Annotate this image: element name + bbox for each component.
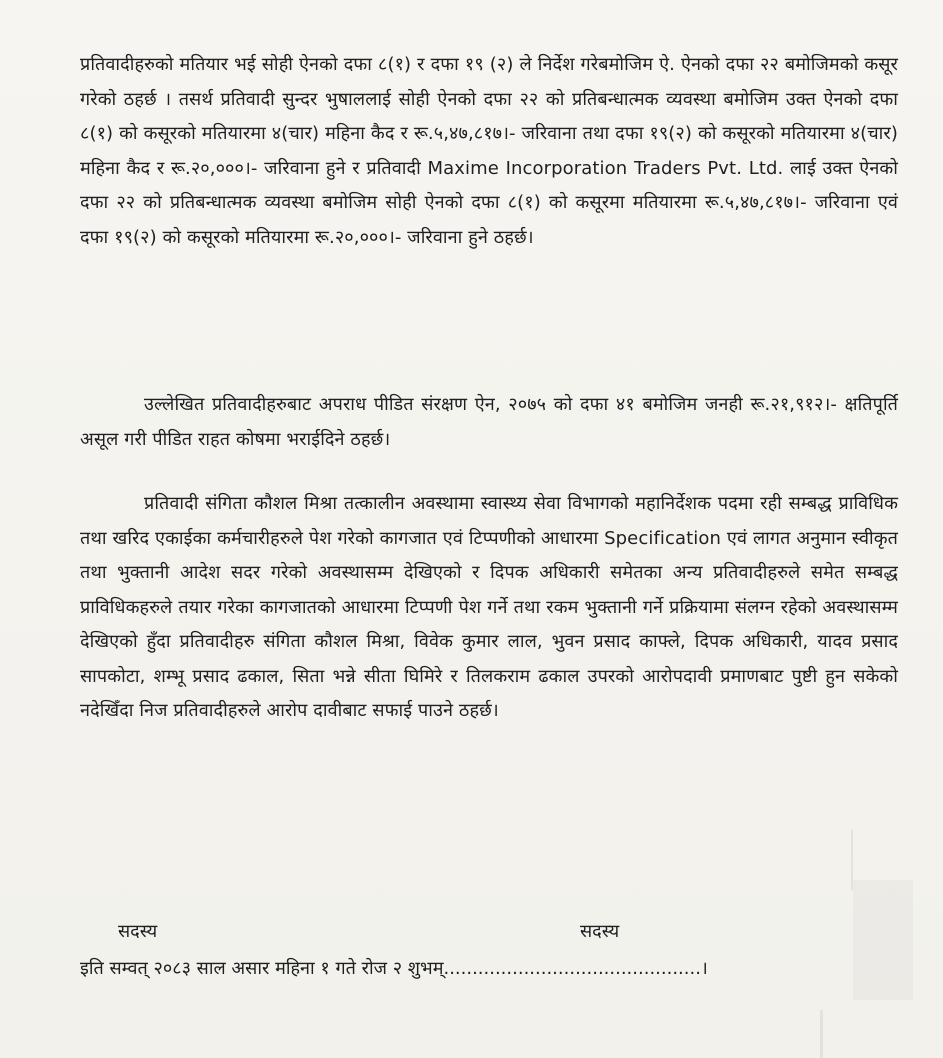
scan-artifact xyxy=(853,880,913,1000)
member-signature-right: सदस्य xyxy=(580,921,620,942)
scan-artifact xyxy=(820,1010,823,1058)
paragraph-verdict-sundar-bhushal: प्रतिवादीहरुको मतियार भई सोही ऐनको दफा ८(१) र दफा १९ (२) ले निर्देश गरेबमोजिम ऐ. ऐनको दफा २२ बमोजिमको कसूर गरेको ठहर्छ । तसर्थ प्रतिवादी सुन्दर भुषाललाई सोही ऐनको दफा २२ को प्रतिबन्धात्मक व्यवस्था बमोजिम उक्त ऐनको दफा ८(१) को कसूरको मतियारमा ४(चार) महिना कैद र रू.५,४७,८१७।- जरिवाना तथा दफा १९(२) को कसूरको मतियारमा ४(चार) महिना कैद र रू.२०,०००।- जरिवाना हुने र प्रतिवादी Maxime Incorporation Traders Pvt. Ltd. लाई उक्त ऐनको दफा २२ को प्रतिबन्धात्मक व्यवस्था बमोजिम सोही ऐनको दफा ८(१) को कसूरमा मतियारमा रू.५,४७,८१७।- जरिवाना एवं दफा १९(२) को कसूरको मतियारमा रू.२०,०००।- जरिवाना हुने ठहर्छ। xyxy=(80,54,898,248)
signature-row xyxy=(0,919,943,949)
paragraph-acquittal: प्रतिवादी संगिता कौशल मिश्रा तत्कालीन अवस्थामा स्वास्थ्य सेवा विभागको महानिर्देशक पदमा रही सम्बद्ध प्राविधिक तथा खरिद एकाईका कर्मचारीहरुले पेश गरेको कागजात एवं टिप्पणीको आधारमा Specification एवं लागत अनुमान स्वीकृत तथा भुक्तानी आदेश सदर गरेको अवस्थासम्म देखिएको र दिपक अधिकारी समेतका अन्य प्रतिवादीहरुले समेत सम्बद्ध प्राविधिकहरुले तयार गरेका कागजातको आधारमा टिप्पणी पेश गर्ने तथा रकम भुक्तानी गर्ने प्रक्रियामा संलग्न रहेको अवस्थासम्म देखिएको हुँदा प्रतिवादीहरु संगिता कौशल मिश्रा, विवेक कुमार लाल, भुवन प्रसाद काफ्ले, दिपक अधिकारी, यादव प्रसाद सापकोटा, शम्भू प्रसाद ढकाल, सिता भन्ने सीता घिमिरे र तिलकराम ढकाल उपरको आरोपदावी प्रमाणबाट पुष्टी हुन सकेको नदेखिँदा निज प्रतिवादीहरुले आरोप दावीबाट सफाई पाउने ठहर्छ। xyxy=(80,493,898,721)
closing-date-line: इति सम्वत् २०८३ साल असार महिना १ गते रोज २ शुभम्.............................................। xyxy=(80,958,708,979)
member-signature-left: सदस्य xyxy=(118,921,158,942)
paragraph-compensation: उल्लेखित प्रतिवादीहरुबाट अपराध पीडित संरक्षण ऐन, २०७५ को दफा ४१ बमोजिम जनही रू.२१,९१२।- क्षतिपूर्ति असूल गरी पीडित राहत कोषमा भराईदिने ठहर्छ। xyxy=(80,394,898,450)
